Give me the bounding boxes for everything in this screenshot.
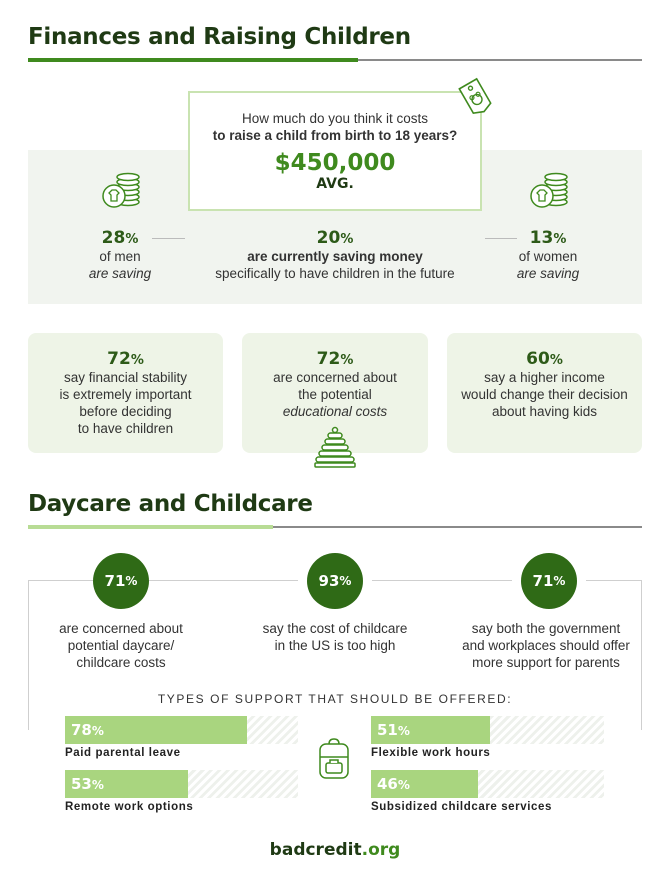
cost-amount-sub: AVG. — [316, 176, 354, 192]
brand-main: badcredit — [269, 840, 362, 860]
card-line: say a higher income — [484, 370, 605, 385]
card-line: before deciding — [79, 404, 172, 419]
stat-line: say the cost of childcare — [262, 621, 408, 636]
bar-label: Flexible work hours — [371, 747, 491, 759]
women-line-2: are saving — [516, 266, 580, 281]
stat-line: childcare costs — [76, 655, 166, 670]
bar-label: Subsidized childcare services — [371, 801, 553, 813]
men-percent: 28% — [101, 228, 139, 248]
card-line: is extremely important — [59, 387, 192, 402]
card-percent: 60% — [526, 349, 563, 369]
bar-fill: 78% — [65, 716, 247, 744]
daycare-rule-green — [28, 525, 273, 529]
coin-stack-baby-icon — [528, 168, 572, 212]
bar-track — [371, 716, 604, 744]
question-line-2: to raise a child from birth to 18 years? — [212, 128, 458, 143]
support-bar-paid-leave — [65, 716, 298, 759]
brand-tld: .org — [361, 840, 401, 860]
stat-line: are concerned about — [59, 621, 183, 636]
card-line: about having kids — [491, 404, 598, 419]
bar-label: Paid parental leave — [65, 747, 181, 759]
percent-circle: 93 % — [307, 553, 363, 609]
question-line-1: How much do you think it costs — [241, 111, 429, 126]
daycare-stat-2 — [245, 620, 425, 654]
card-line: the potential — [298, 387, 372, 402]
bar-fill: 51% — [371, 716, 490, 744]
bar-fill: 46% — [371, 770, 478, 798]
finances-heading: Finances and Raising Children — [28, 24, 411, 50]
cost-amount: $450,000 — [274, 150, 396, 176]
center-line-1: are currently saving money — [247, 249, 423, 264]
bar-track — [371, 770, 604, 798]
cost-question-box — [188, 91, 482, 211]
stat-line: in the US is too high — [274, 638, 396, 653]
women-line-1: of women — [518, 249, 578, 264]
support-bar-remote-work — [65, 770, 298, 813]
percent-circle: 71 % — [93, 553, 149, 609]
support-types-title: TYPES OF SUPPORT THAT SHOULD BE OFFERED: — [157, 692, 513, 706]
daycare-stat-3 — [446, 620, 646, 671]
finances-rule-green — [28, 58, 358, 62]
daycare-heading: Daycare and Childcare — [28, 491, 313, 517]
stat-line: and workplaces should offer — [462, 638, 630, 653]
percent-circle: 71 % — [521, 553, 577, 609]
footer-brand — [0, 840, 670, 860]
stat-card-higher-income — [447, 333, 642, 453]
center-percent: 20% — [316, 228, 354, 248]
men-stat — [70, 228, 170, 282]
bar-label: Remote work options — [65, 801, 194, 813]
stacking-rings-toy-icon — [313, 426, 357, 470]
card-line: educational costs — [282, 404, 388, 419]
support-bar-subsidized-childcare — [371, 770, 604, 813]
stat-card-financial-stability — [28, 333, 223, 453]
card-line: say financial stability — [63, 370, 188, 385]
stat-line: say both the government — [471, 621, 621, 636]
center-line-2: specifically to have children in the future — [215, 266, 455, 281]
men-line-2: are saving — [88, 266, 152, 281]
backpack-icon — [314, 737, 354, 781]
card-percent: 72% — [316, 349, 354, 369]
bar-fill: 53% — [65, 770, 188, 798]
men-line-1: of men — [99, 249, 141, 264]
card-line: to have children — [77, 421, 174, 436]
card-line: would change their decision — [461, 387, 628, 402]
stat-line: potential daycare/ — [67, 638, 175, 653]
coin-stack-baby-icon — [100, 168, 144, 212]
women-stat — [498, 228, 598, 282]
price-tag-icon — [455, 76, 495, 116]
women-percent: 13% — [529, 228, 567, 248]
center-stat — [185, 228, 485, 282]
daycare-stat-1 — [40, 620, 202, 671]
support-bar-flexible-hours — [371, 716, 604, 759]
bar-track — [65, 716, 298, 744]
card-line: are concerned about — [273, 370, 397, 385]
card-percent: 72% — [107, 349, 144, 369]
stat-line: more support for parents — [472, 655, 620, 670]
bar-track — [65, 770, 298, 798]
